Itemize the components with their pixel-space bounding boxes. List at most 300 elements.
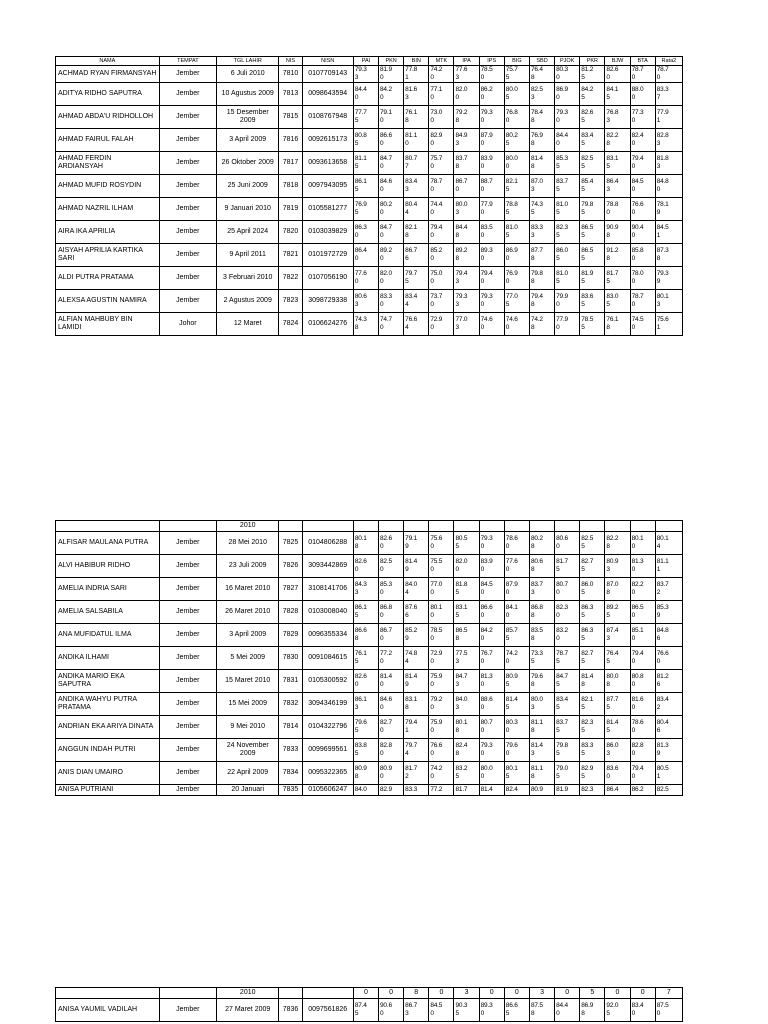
column-header: PJOK [555,57,580,66]
table-row [56,198,683,221]
score-digit: 0 [354,232,359,239]
score-cell [404,267,429,290]
score-cell [580,83,605,106]
score-value: 72.9 [430,316,443,323]
score-cell [429,762,454,785]
score-digit: 5 [580,988,605,999]
score-cell [630,578,655,601]
score-value: 81.4 [606,719,619,726]
score-digit: 0 [430,140,434,147]
score-digit: 0 [631,163,635,170]
score-cell [479,83,504,106]
score-cell [404,647,429,670]
score-value: 86.0 [581,581,594,588]
score-cell [429,555,454,578]
score-digit: 5 [581,140,585,147]
score-value: 77.5 [455,650,468,657]
score-value: 81.3 [480,673,493,680]
score-digit: 5 [354,117,359,124]
table-row [56,762,683,785]
score-value: 75.7 [430,155,443,162]
score-digit: 3 [455,681,459,688]
score-digit: 5 [505,301,510,308]
score-value: 74.6 [480,316,493,323]
score-cell [404,532,429,555]
score-cell [504,601,529,624]
score-value: 83.9 [480,155,493,162]
score-digit: 0 [354,566,359,573]
score-digit: 5 [455,589,459,596]
score-value: 79.4 [631,765,644,772]
score-cell [655,716,682,739]
score-digit: 8 [530,140,535,147]
student-name: AISYAH APRILIA KARTIKA SARI [56,244,160,267]
score-digit: 1 [656,773,661,780]
score-digit: 3 [354,589,359,596]
birth-date: 16 Maret 2010 [217,578,279,601]
score-cell [353,624,378,647]
continued-row [56,988,683,999]
score-cell [479,716,504,739]
birth-place: Jember [159,129,216,152]
score-cell [655,129,682,152]
score-value: 84.2 [380,86,392,93]
nis: 7816 [279,129,302,152]
score-value: 80.1 [656,535,669,542]
score-cell [454,762,479,785]
score-cell [479,152,504,175]
score-cell [429,578,454,601]
score-digit: 0 [380,255,384,262]
score-value: 80.2 [505,132,518,139]
table-row [56,313,683,336]
score-value: 76.9 [530,132,543,139]
score-cell [504,716,529,739]
score-value: 79.4 [480,270,493,277]
score-digit: 5 [354,658,359,665]
score-digit: 0 [480,163,485,170]
score-cell [353,175,378,198]
score-cell [454,624,479,647]
nisn: 0103008040 [302,601,353,624]
score-digit: 5 [556,681,560,688]
score-value: 82.4 [455,742,468,749]
score-digit: 3 [656,140,661,147]
score-digit: 8 [530,301,535,308]
score-cell [454,578,479,601]
score-cell [555,221,580,244]
score-cell [605,152,630,175]
birth-date: 9 Januari 2010 [217,198,279,221]
score-cell [429,66,454,83]
score-cell [655,152,682,175]
nis: 7835 [279,785,302,796]
score-value: 77.2 [430,786,443,793]
score-digit: 8 [455,635,459,642]
score-digit: 0 [556,635,560,642]
score-digit: 0 [380,278,384,285]
score-cell [454,999,479,1022]
score-cell [454,221,479,244]
score-value: 78.7 [556,650,568,657]
score-digit: 5 [354,186,359,193]
nis: 7820 [279,221,302,244]
score-value: 81.9 [556,786,568,793]
score-digit: 5 [606,163,610,170]
student-name: ALDI PUTRA PRATAMA [56,267,160,290]
score-cell [529,624,554,647]
score-digit: 9 [405,681,409,688]
score-cell [630,290,655,313]
score-digit: 3 [454,988,479,999]
score-cell [353,601,378,624]
score-value: 82.5 [656,786,669,793]
score-cell [379,578,404,601]
score-digit: 5 [606,658,610,665]
score-value: 82.8 [380,742,392,749]
score-digit: 0 [354,681,359,688]
score-cell [404,129,429,152]
score-cell [630,221,655,244]
score-cell [404,601,429,624]
score-digit: 5 [581,324,585,331]
score-value: 76.1 [606,316,619,323]
score-value: 78.6 [505,535,518,542]
score-value: 84.7 [380,224,392,231]
score-value: 86.6 [480,604,493,611]
score-value: 86.0 [606,742,619,749]
score-value: 72.9 [430,650,443,657]
score-value: 85.1 [631,627,644,634]
score-value: 83.4 [581,132,594,139]
score-digit: 5 [581,589,585,596]
score-digit: 0 [430,186,434,193]
score-digit: 5 [581,278,585,285]
score-value: 76.9 [505,270,518,277]
score-cell [580,106,605,129]
score-digit: 5 [354,163,359,170]
score-value: 82.5 [581,155,594,162]
score-cell [404,693,429,716]
birth-place: Jember [159,267,216,290]
score-value: 77.7 [354,109,367,116]
score-value: 86.5 [581,247,594,254]
score-digit: 0 [380,773,384,780]
score-digit: 8 [455,750,459,757]
score-digit: 3 [354,301,359,308]
score-cell [454,693,479,716]
score-digit: 5 [505,704,510,711]
nis: 7822 [279,267,302,290]
score-value: 78.7 [631,293,644,300]
score-digit: 4 [405,301,409,308]
score-cell [630,999,655,1022]
score-digit: 8 [354,543,359,550]
score-digit: 8 [530,163,535,170]
score-digit: 8 [354,324,359,331]
score-cell [353,221,378,244]
score-digit: 8 [530,255,535,262]
score-cell [454,290,479,313]
header-row [56,57,683,66]
birth-place: Jember [159,221,216,244]
score-cell [655,999,682,1022]
score-value: 83.9 [480,558,493,565]
score-digit: 0 [405,140,409,147]
score-value: 76.6 [631,201,644,208]
score-value: 87.5 [530,1002,543,1009]
score-digit: 3 [455,74,459,81]
score-digit: 0 [631,117,635,124]
student-name: ANISA YAUMIL VADILAH [56,999,160,1022]
nis: 7821 [279,244,302,267]
score-cell [353,532,378,555]
score-digit: 3 [606,750,610,757]
score-cell [529,555,554,578]
score-cell [379,106,404,129]
score-value: 82.6 [581,109,594,116]
score-value: 74.2 [505,650,518,657]
score-digit: 8 [606,140,610,147]
score-value: 76.1 [405,109,418,116]
score-cell [605,624,630,647]
birth-date: 26 Maret 2010 [217,601,279,624]
table-row [56,83,683,106]
score-cell [479,647,504,670]
score-value: 81.7 [606,270,619,277]
score-value: 86.1 [354,178,367,185]
score-value: 82.9 [430,132,443,139]
birth-place: Jember [159,739,216,762]
score-value: 81.4 [380,673,392,680]
score-value: 82.6 [354,673,367,680]
score-digit: 0 [606,773,610,780]
score-cell [655,83,682,106]
score-value: 85.2 [405,627,418,634]
birth-date: 3 April 2009 [217,624,279,647]
score-value: 83.1 [606,155,619,162]
score-value: 83.3 [581,742,594,749]
score-cell [529,601,554,624]
score-cell [655,555,682,578]
score-digit: 0 [480,140,485,147]
score-digit: 0 [631,658,635,665]
score-digit: 1 [405,74,409,81]
score-value: 82.7 [380,719,392,726]
score-value: 80.1 [430,604,443,611]
score-value: 79.1 [405,535,418,542]
score-value: 79.6 [505,742,518,749]
score-digit: 0 [631,74,635,81]
score-value: 75.6 [656,316,669,323]
nisn: 0107709143 [302,66,353,83]
score-cell [529,578,554,601]
score-value: 78.7 [430,178,443,185]
score-value: 79.1 [380,109,392,116]
score-digit: 0 [505,255,510,262]
score-value: 82.2 [631,581,644,588]
table-row [56,532,683,555]
score-value: 82.0 [455,86,468,93]
student-name: ALEXSA AGUSTIN NAMIRA [56,290,160,313]
score-cell [630,532,655,555]
score-digit: 0 [505,566,510,573]
score-digit: 5 [581,750,585,757]
score-digit: 5 [556,255,560,262]
score-cell [605,716,630,739]
score-cell [429,670,454,693]
score-cell [504,106,529,129]
score-digit: 0 [430,773,434,780]
score-cell [479,66,504,83]
score-digit: 5 [505,1010,510,1017]
score-cell [504,313,529,336]
score-cell [529,693,554,716]
score-value: 81.3 [631,558,644,565]
score-digit: 6 [656,727,661,734]
nisn: 0105300592 [302,670,353,693]
score-cell [529,221,554,244]
score-value: 78.5 [480,66,493,73]
score-cell [555,716,580,739]
score-digit: 0 [380,750,384,757]
score-cell [655,647,682,670]
score-value: 79.9 [556,293,568,300]
score-value: 90.6 [380,1002,392,1009]
score-cell [529,670,554,693]
score-digit: 5 [581,635,585,642]
score-cell [630,83,655,106]
birth-date: 10 Agustus 2009 [217,83,279,106]
score-digit: 1 [656,566,661,573]
score-value: 83.7 [656,581,669,588]
score-cell [479,313,504,336]
score-cell [504,693,529,716]
score-value: 88.6 [480,696,493,703]
score-digit: 0 [480,750,485,757]
score-cell [630,313,655,336]
score-value: 79.4 [530,293,543,300]
score-value: 81.6 [631,696,644,703]
score-digit: 0 [505,278,510,285]
score-digit: 6 [405,612,409,619]
score-digit: 8 [405,117,409,124]
score-digit: 0 [631,324,635,331]
score-cell [454,83,479,106]
score-digit: 5 [556,704,560,711]
score-value: 81.1 [656,558,669,565]
table-row [56,221,683,244]
score-value: 84.0 [405,581,418,588]
score-digit: 0 [380,117,384,124]
score-value: 79.8 [581,201,594,208]
score-value: 82.5 [380,558,392,565]
score-cell [379,267,404,290]
score-cell [479,999,504,1022]
score-cell [353,244,378,267]
student-name: AMELIA INDRIA SARI [56,578,160,601]
score-digit: 0 [480,681,485,688]
score-digit: 5 [606,94,610,101]
score-value: 83.3 [656,86,669,93]
nisn: 0099699561 [302,739,353,762]
nisn: 0104322796 [302,716,353,739]
score-cell [379,66,404,83]
nisn: 0107056190 [302,267,353,290]
score-value: 83.6 [606,765,619,772]
score-cell [454,555,479,578]
score-digit: 0 [380,74,384,81]
score-digit: 5 [581,232,585,239]
score-value: 74.2 [530,316,543,323]
score-cell [580,762,605,785]
score-value: 81.4 [505,696,518,703]
score-digit: 9 [405,635,409,642]
score-digit: 3 [530,704,535,711]
nis: 7824 [279,313,302,336]
score-cell [353,578,378,601]
score-value: 84.5 [631,178,644,185]
score-cell [529,532,554,555]
score-cell [630,175,655,198]
score-cell [630,716,655,739]
nis: 7833 [279,739,302,762]
score-value: 82.6 [354,558,367,565]
table-row [56,66,683,83]
score-value: 82.3 [581,719,594,726]
column-header: BJW [605,57,630,66]
column-header: NIS [279,57,302,66]
score-digit: 8 [530,727,535,734]
score-digit: 8 [530,278,535,285]
score-cell [580,66,605,83]
score-value: 84.6 [380,696,392,703]
score-digit: 5 [405,278,409,285]
score-digit: 5 [505,74,510,81]
score-cell [404,762,429,785]
score-cell [454,739,479,762]
score-digit: 0 [354,255,359,262]
score-digit: 0 [480,635,485,642]
score-value: 84.1 [606,86,619,93]
score-cell [555,670,580,693]
score-digit: 8 [530,1010,535,1017]
score-digit: 8 [530,74,535,81]
birth-date: 2 Agustus 2009 [217,290,279,313]
table-row [56,716,683,739]
birth-date: 23 Juli 2009 [217,555,279,578]
score-digit: 0 [656,1010,661,1017]
score-digit: 5 [581,543,585,550]
score-digit: 5 [455,1010,459,1017]
score-digit: 3 [606,635,610,642]
score-value: 81.1 [530,719,543,726]
score-value: 80.7 [405,155,418,162]
score-value: 87.4 [354,1002,367,1009]
nisn: 0106624276 [302,313,353,336]
score-digit: 0 [480,589,485,596]
nis: 7828 [279,601,302,624]
score-digit: 8 [530,117,535,124]
score-cell [580,999,605,1022]
score-value: 85.3 [656,604,669,611]
nis: 7819 [279,198,302,221]
score-value: 83.7 [530,581,543,588]
score-value: 80.9 [380,765,392,772]
score-value: 84.7 [556,673,568,680]
score-cell [479,578,504,601]
column-header: PKN [379,57,404,66]
